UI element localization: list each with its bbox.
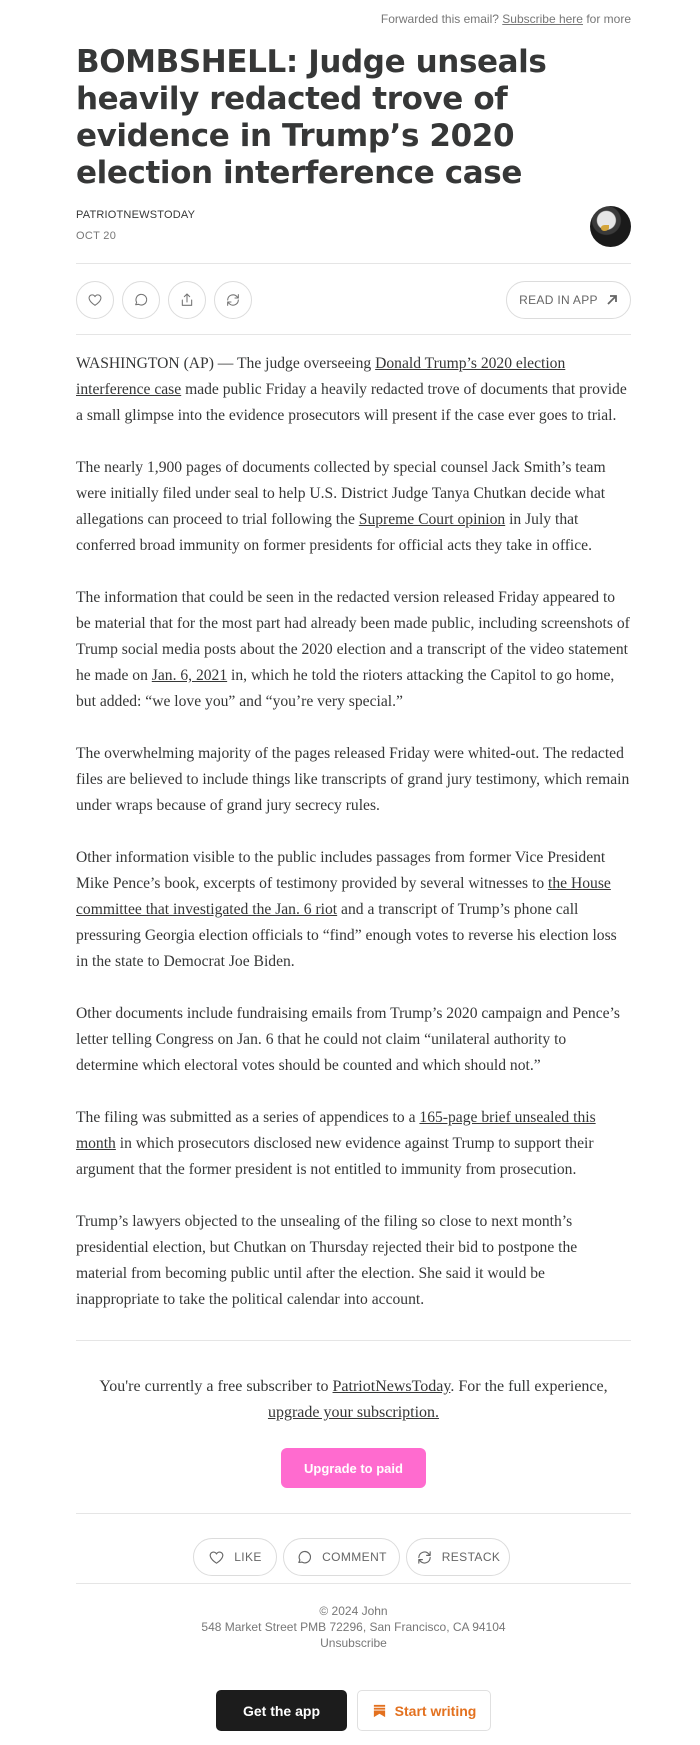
paragraph <box>76 351 631 429</box>
link-house-committee[interactable]: the House committee that investigated the Jan. 6 riot <box>76 875 611 918</box>
divider <box>76 263 631 264</box>
text: Other information visible to the public includes passages from former Vice President Mike Pence’s book, excerpts of testimony provided by several witnesses to <box>76 849 606 892</box>
article-body <box>76 351 631 1339</box>
paragraph: Trump’s lawyers objected to the unsealing of the filing so close to next month’s presidential election, but Chutkan on Thursday rejected their bid to postpone the material from becoming public until after the election. She said it would be inappropriate to take the political calendar into account. <box>76 1213 578 1308</box>
substack-logo-icon <box>372 1703 387 1718</box>
publication-name[interactable]: PATRIOTNEWSTODAY <box>76 209 196 221</box>
paragraph <box>76 845 631 975</box>
comment-button[interactable] <box>122 281 160 319</box>
restack-pill-button[interactable] <box>406 1538 510 1576</box>
comment-label: COMMENT <box>322 1550 387 1564</box>
unsubscribe-link[interactable]: Unsubscribe <box>320 1636 387 1650</box>
publication-link[interactable]: PatriotNewsToday <box>332 1378 451 1395</box>
read-in-app-label: READ IN APP <box>519 293 598 307</box>
restack-icon <box>225 292 241 308</box>
comment-icon <box>133 292 149 308</box>
text: in which prosecutors disclosed new evidence against Trump to support their argument that the former president is not entitled to immunity from prosecution. <box>76 1135 594 1178</box>
start-writing-button[interactable] <box>357 1690 491 1731</box>
get-the-app-button[interactable]: Get the app <box>216 1690 347 1731</box>
paragraph <box>76 455 631 559</box>
restack-label: RESTACK <box>441 1550 501 1564</box>
like-pill-button[interactable] <box>193 1538 277 1576</box>
divider <box>76 1340 631 1341</box>
comment-pill-button[interactable] <box>283 1538 400 1576</box>
heart-icon <box>87 292 103 308</box>
text: The filing was submitted as a series of appendices to a <box>76 1109 420 1126</box>
share-icon <box>179 292 195 308</box>
paragraph <box>76 1105 631 1183</box>
subscription-notice <box>76 1374 631 1426</box>
comment-icon <box>296 1549 313 1566</box>
text: in, which he told the rioters attacking the Capitol to go home, but added: “we love you” and “you’re very special.” <box>76 667 615 710</box>
forwarded-suffix: for more <box>582 12 631 26</box>
text: and a transcript of Trump’s phone call pressuring Georgia election officials to “find” enough votes to reverse his election loss in the state to Democrat Joe Biden. <box>76 901 617 970</box>
restack-button[interactable] <box>214 281 252 319</box>
text: . For the full experience, <box>450 1378 608 1395</box>
read-in-app-button[interactable] <box>506 281 631 319</box>
link-election-case[interactable]: Donald Trump’s 2020 election interference case <box>76 355 566 398</box>
text: made public Friday a heavily redacted trove of documents that provide a small glimpse into the evidence prosecutors will present if the case ever goes to trial. <box>76 381 627 424</box>
subscribe-link[interactable]: Subscribe here <box>502 12 583 26</box>
paragraph: The overwhelming majority of the pages released Friday were whited-out. The redacted files are believed to include things like transcripts of grand jury testimony, which remain under wraps because of grand jury secrecy rules. <box>76 745 630 814</box>
paragraph: Other documents include fundraising emails from Trump’s 2020 campaign and Pence’s letter telling Congress on Jan. 6 that he could not claim “unilateral authority to determine which electoral votes should be counted and which should not.” <box>76 1005 620 1074</box>
text: The nearly 1,900 pages of documents collected by special counsel Jack Smith’s team were initially filed under seal to help U.S. District Judge Tanya Chutkan decide what allegations can proceed to trial following the <box>76 459 606 528</box>
divider <box>76 334 631 335</box>
post-date: OCT 20 <box>76 230 117 242</box>
text: You're currently a free subscriber to <box>99 1378 333 1395</box>
paragraph <box>76 585 631 715</box>
divider <box>76 1583 631 1584</box>
article-title[interactable]: BOMBSHELL: Judge unseals heavily redacted trove of evidence in Trump’s 2020 election interference case <box>76 44 547 191</box>
avatar-eagle-beak <box>601 225 609 231</box>
like-button[interactable] <box>76 281 114 319</box>
author-avatar[interactable] <box>590 206 631 247</box>
share-button[interactable] <box>168 281 206 319</box>
text: WASHINGTON (AP) — The judge overseeing <box>76 355 376 372</box>
postal-address: 548 Market Street PMB 72296, San Francisco, CA 94104 <box>201 1620 506 1634</box>
forwarded-note <box>381 12 631 26</box>
like-label: LIKE <box>234 1550 262 1564</box>
link-jan-6[interactable]: Jan. 6, 2021 <box>151 667 228 684</box>
text: The information that could be seen in the redacted version released Friday appeared to be material that for the most part had already been made public, including screenshots of Trump social media posts about the 2020 election and a transcript of the video statement he made on <box>76 589 630 684</box>
link-165-page-brief[interactable]: 165-page brief unsealed this month <box>76 1109 596 1152</box>
copyright: © 2024 John <box>319 1604 388 1618</box>
divider <box>76 1513 631 1514</box>
heart-icon <box>208 1549 225 1566</box>
arrow-up-right-icon <box>606 294 618 306</box>
forwarded-prefix: Forwarded this email? <box>380 12 503 26</box>
upgrade-subscription-link[interactable]: upgrade your subscription. <box>267 1404 440 1421</box>
text: in July that conferred broad immunity on former presidents for official acts they take in office. <box>76 511 593 554</box>
start-writing-label: Start writing <box>394 1702 477 1719</box>
upgrade-to-paid-button[interactable]: Upgrade to paid <box>281 1448 426 1488</box>
restack-icon <box>416 1549 433 1566</box>
link-supreme-court-opinion[interactable]: Supreme Court opinion <box>358 511 506 528</box>
